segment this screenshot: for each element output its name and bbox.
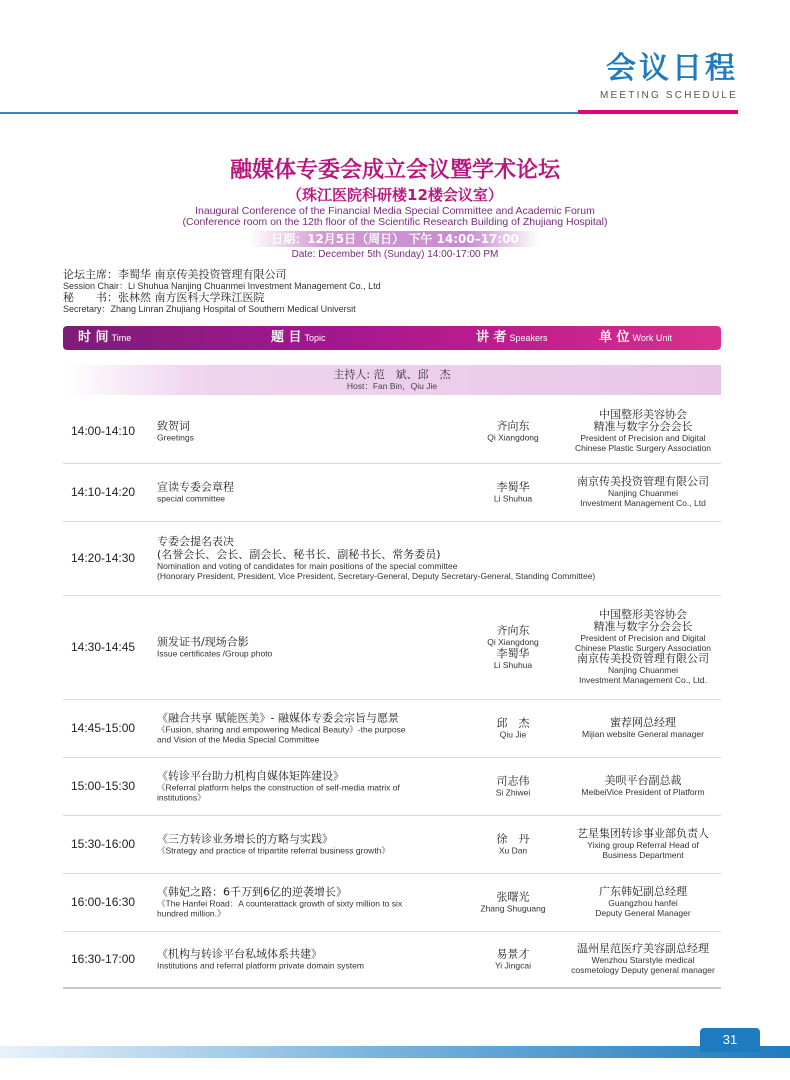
row-topic: [157, 712, 457, 745]
row-unit-cn: 美呗平台副总裁: [604, 774, 682, 787]
row-speaker-cn: 齐向东: [496, 419, 530, 433]
row-time: 14:00-14:10: [71, 424, 136, 438]
column-unit-cn: 单 位: [599, 330, 630, 345]
column-unit-en: Work Unit: [632, 333, 672, 343]
date-en: Date: December 5th (Sunday) 14:00-17:00 PM: [291, 249, 499, 260]
schedule-row: [63, 399, 721, 464]
row-topic-en: Greetings: [157, 432, 194, 443]
forum-venue-en-line: (Conference room on the 12th floor of the Scientific Research Building of Zhujiang Hospital): [182, 216, 608, 228]
row-topic: [157, 948, 457, 971]
column-topic-cn: 题 目: [271, 330, 302, 345]
column-topic: [271, 326, 326, 350]
row-topic-en: 《Fusion, sharing and empowering Medical Beauty》-the purpose: [157, 724, 406, 735]
row-speaker-cn: 张曙光: [496, 890, 530, 904]
schedule-row: [63, 463, 721, 522]
schedule-row: [63, 931, 721, 987]
row-topic-cn: 《三方转诊业务增长的方略与实践》: [157, 832, 333, 846]
row-unit-en: Mijian website General manager: [582, 729, 704, 739]
row-speaker-cn: 邱 杰: [496, 716, 530, 730]
row-topic-cn: 宣读专委会章程: [157, 480, 234, 494]
schedule-row: [63, 521, 721, 596]
row-speaker: [468, 624, 558, 670]
host-bar: [63, 365, 721, 395]
row-speaker-en: Li Shuhua: [493, 660, 533, 670]
row-topic-cn: 《融合共享 赋能医美》- 融媒体专委会宗旨与愿景: [157, 711, 399, 725]
row-unit-en: Nanjing Chuanmei: [608, 488, 678, 498]
row-unit-cn: 艺星集团转诊事业部负责人: [577, 827, 709, 840]
forum-officials: [63, 268, 381, 314]
row-speaker-en: Xu Dan: [498, 845, 528, 856]
row-unit-en: cosmetology Deputy general manager: [571, 965, 715, 975]
session-chair-cn: 论坛主席：李蜀华 南京传美投资管理有限公司: [63, 268, 287, 281]
host-en: Host：Fan Bin，Qiu Jie: [346, 381, 438, 391]
row-time: 14:20-14:30: [71, 551, 136, 565]
row-unit-en: Chinese Plastic Surgery Association: [574, 643, 712, 653]
row-unit-cn: 温州星范医疗美容副总经理: [577, 942, 709, 955]
row-speaker-en: Qiu Jie: [499, 729, 527, 740]
row-unit-en: Nanjing Chuanmei: [608, 665, 678, 675]
row-speaker: [468, 948, 558, 971]
row-topic-cn: 致贺词: [157, 419, 190, 433]
row-unit-cn: 精准与数字分会会长: [593, 420, 693, 433]
row-unit: [555, 886, 731, 918]
row-speaker-cn: 齐向东: [496, 624, 530, 637]
schedule-header: [600, 52, 738, 101]
schedule-header-subtitle: MEETING SCHEDULE: [600, 90, 738, 101]
row-time: 14:10-14:20: [71, 485, 136, 499]
row-topic-cn: 专委会提名表决: [157, 535, 234, 548]
row-topic-en: Nomination and voting of candidates for main positions of the special committee: [157, 561, 458, 571]
row-speaker-cn: 易景才: [496, 947, 530, 961]
row-time: 16:30-17:00: [71, 952, 136, 966]
row-speaker-en: Li Shuhua: [493, 493, 533, 504]
row-topic-cn: 《机构与转诊平台私域体系共建》: [157, 947, 322, 961]
row-unit-en: Guangzhou hanfei: [608, 898, 678, 908]
session-chair-en: Session Chair：Li Shuhua Nanjing Chuanmei Investment Management Co., Ltd: [63, 281, 381, 291]
schedule-row: [63, 873, 721, 932]
row-speaker: [468, 833, 558, 856]
row-speaker: [468, 717, 558, 740]
page-number: 31: [700, 1028, 760, 1052]
row-unit-cn: 南京传美投资管理有限公司: [577, 652, 709, 665]
row-topic-en: Issue certificates /Group photo: [157, 648, 273, 659]
row-speaker-cn: 李蜀华: [496, 647, 530, 660]
row-topic-cn: 《转诊平台助力机构自媒体矩阵建设》: [157, 769, 344, 783]
row-unit-cn: 精准与数字分会会长: [593, 620, 693, 633]
row-time: 16:00-16:30: [71, 895, 136, 909]
schedule-header-title: 会议日程: [606, 51, 738, 86]
row-topic: [157, 420, 457, 443]
row-unit: [555, 943, 731, 975]
row-topic: [157, 886, 457, 919]
column-time-cn: 时 间: [78, 330, 109, 345]
table-bottom-rule: [63, 987, 721, 989]
row-unit-en: President of Precision and Digital: [580, 433, 706, 443]
row-speaker: [468, 481, 558, 504]
row-speaker-en: Zhang Shuguang: [480, 903, 546, 914]
header-divider: [0, 112, 738, 114]
row-time: 14:45-15:00: [71, 721, 136, 735]
row-unit: [555, 609, 731, 685]
column-speaker-cn: 讲 者: [476, 330, 507, 345]
secretary-cn: 秘 书：张林然 南方医科大学珠江医院: [63, 291, 265, 304]
column-topic-en: Topic: [304, 333, 326, 343]
row-speaker-cn: 司志伟: [496, 774, 530, 788]
row-topic-en: hundred million.》: [157, 908, 226, 919]
row-unit-en: Business Department: [602, 850, 684, 860]
row-unit-en: Wenzhou Starstyle medical: [591, 955, 695, 965]
secretary-en: Secretary：Zhang Linran Zhujiang Hospital of Southern Medical Universit: [63, 304, 356, 314]
schedule-row: [63, 815, 721, 874]
row-time: 15:30-16:00: [71, 837, 136, 851]
row-speaker-cn: 徐 丹: [496, 832, 530, 846]
schedule-column-header: [63, 326, 721, 350]
row-unit-en: Yixing group Referral Head of: [587, 840, 699, 850]
row-speaker: [468, 891, 558, 914]
row-topic-cn: 颁发证书/现场合影: [157, 635, 249, 649]
row-speaker-en: Si Zhiwei: [495, 787, 531, 798]
row-topic-en: 《Referral platform helps the construction of self-media matrix of: [157, 782, 400, 793]
schedule-row: [63, 757, 721, 816]
row-speaker-en: Qi Xiangdong: [487, 637, 539, 647]
row-speaker-en: Yi Jingcai: [494, 960, 532, 971]
row-unit-en: Investment Management Co., Ltd: [580, 498, 706, 508]
row-unit-en: Chinese Plastic Surgery Association: [574, 443, 712, 453]
row-topic-en: 《The Hanfei Road：A counterattack growth of sixty million to six: [157, 898, 403, 909]
row-unit-cn: 中国整形美容协会: [599, 608, 687, 621]
column-speaker: [476, 326, 548, 350]
schedule-row: [63, 699, 721, 758]
column-time-en: Time: [111, 333, 132, 343]
forum-venue: （珠江医院科研楼12楼会议室）: [287, 186, 503, 204]
row-speaker-en: Qi Xiangdong: [487, 432, 539, 443]
row-topic-en: special committee: [157, 493, 226, 504]
column-time: [78, 326, 131, 350]
host-cn: 主持人: 范 斌、邱 杰: [333, 368, 451, 381]
row-topic-en: Institutions and referral platform private domain system: [157, 960, 364, 971]
row-topic-en: (Honorary President, President, Vice President, Secretary-General, Deputy Secretary-General, Standing Committee): [157, 571, 596, 581]
row-unit-cn: 蜜荐网总经理: [610, 716, 676, 729]
row-time: 14:30-14:45: [71, 640, 136, 654]
forum-title-en-line: Inaugural Conference of the Financial Media Special Committee and Academic Forum: [195, 205, 595, 217]
row-unit-cn: 中国整形美容协会: [599, 408, 687, 421]
row-topic: [157, 636, 457, 659]
date-banner: 日期：12月5日（周日） 下午 14:00–17:00: [250, 231, 540, 247]
row-unit-en: MeibeiVice President of Platform: [581, 787, 705, 797]
row-unit-cn: 南京传美投资管理有限公司: [577, 475, 709, 488]
row-speaker-cn: 李蜀华: [496, 480, 530, 494]
row-unit-en: Deputy General Manager: [595, 908, 691, 918]
row-topic: [157, 535, 717, 581]
row-unit: [555, 828, 731, 860]
row-unit: [555, 775, 731, 797]
row-speaker: [468, 420, 558, 443]
row-topic-cn: (名誉会长、会长、副会长、秘书长、副秘书长、常务委员): [157, 548, 441, 561]
row-topic-en: and Vision of the Media Special Committee: [157, 734, 320, 745]
column-unit: [599, 326, 672, 350]
row-unit: [555, 476, 731, 508]
row-topic: [157, 833, 457, 856]
row-topic: [157, 770, 457, 803]
row-unit-en: Investment Management Co., Ltd.: [578, 675, 708, 685]
forum-title: 融媒体专委会成立会议暨学术论坛: [229, 158, 560, 183]
row-topic: [157, 481, 457, 504]
forum-title-en: [0, 206, 790, 228]
row-speaker: [468, 775, 558, 798]
row-topic-cn: 《韩妃之路：6千万到6亿的逆袭增长》: [157, 885, 347, 899]
column-speaker-en: Speakers: [509, 333, 548, 343]
row-topic-en: 《Strategy and practice of tripartite referral business growth》: [157, 845, 390, 856]
row-unit: [555, 409, 731, 453]
row-unit-en: President of Precision and Digital: [580, 633, 706, 643]
schedule-row: [63, 595, 721, 700]
row-unit-cn: 广东韩妃副总经理: [599, 885, 687, 898]
row-topic-en: institutions》: [157, 792, 206, 803]
footer-band: [0, 1046, 790, 1058]
row-time: 15:00-15:30: [71, 779, 136, 793]
row-unit: [555, 717, 731, 739]
